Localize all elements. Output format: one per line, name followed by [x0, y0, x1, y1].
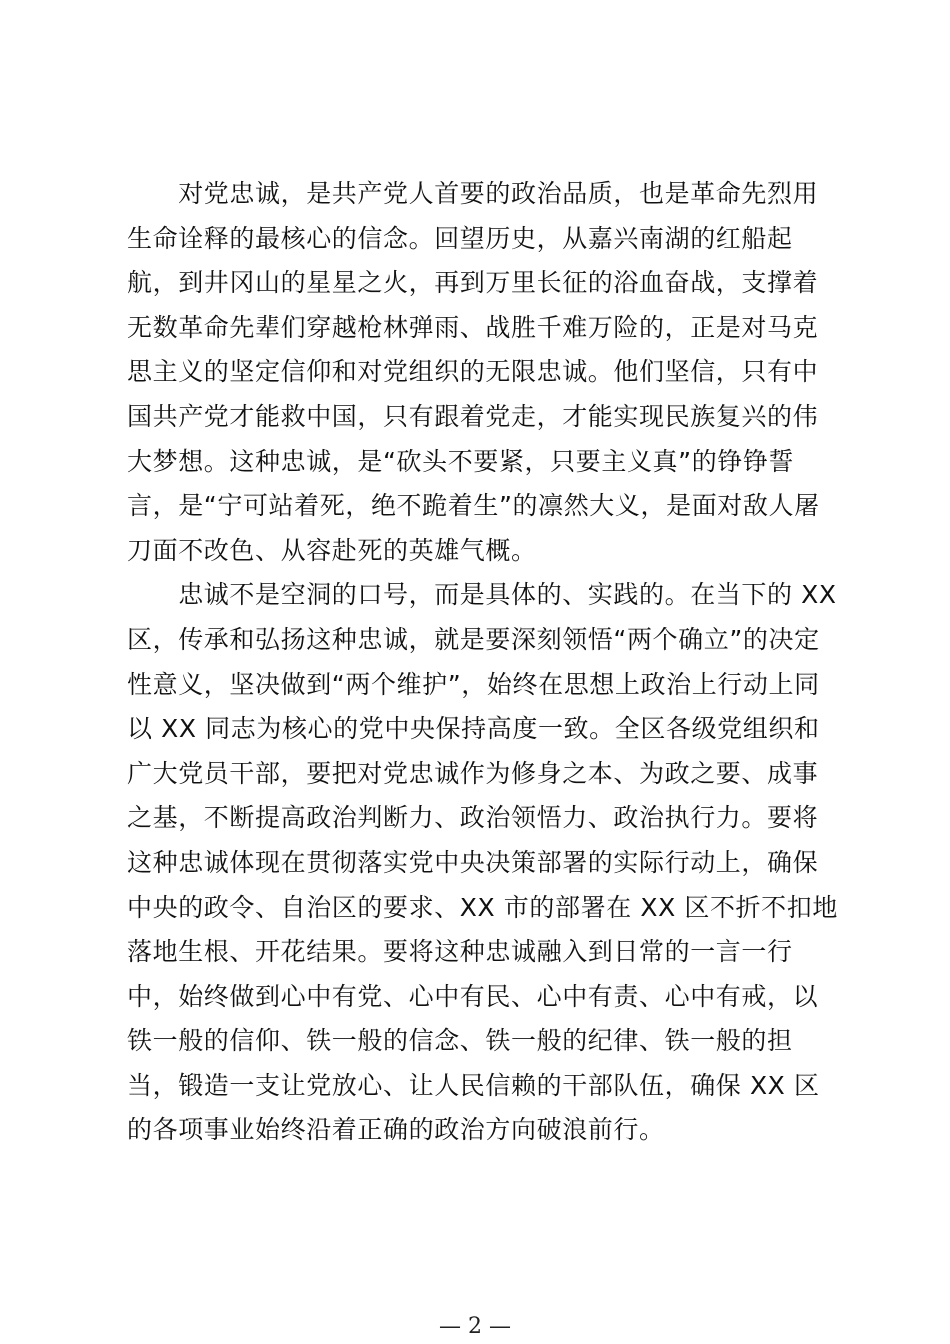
text-line: 生命诠释的最核心的信念。回望历史，从嘉兴南湖的红船起: [127, 223, 793, 253]
text-line: 当，锻造一支让党放心、让人民信赖的干部队伍，确保 XX 区: [127, 1070, 820, 1100]
text-line: 之基，不断提高政治判断力、政治领悟力、政治执行力。要将: [127, 803, 819, 833]
text-line: 性意义，坚决做到“两个维护”，始终在思想上政治上行动上同: [127, 669, 820, 699]
text-line: 思主义的坚定信仰和对党组织的无限忠诚。他们坚信，只有中: [127, 357, 819, 387]
text-line: 中央的政令、自治区的要求、XX 市的部署在 XX 区不折不扣地: [127, 892, 838, 922]
text-line: 刀面不改色、从容赴死的英雄气概。: [127, 535, 537, 565]
text-line: 国共产党才能救中国，只有跟着党走，才能实现民族复兴的伟: [127, 401, 819, 431]
text-line: 无数革命先辈们穿越枪林弹雨、战胜千难万险的，正是对马克: [127, 312, 819, 342]
text-line: 大梦想。这种忠诚，是“砍头不要紧，只要主义真”的铮铮誓: [127, 446, 795, 476]
text-line: 中，始终做到心中有党、心中有民、心中有责、心中有戒，以: [127, 981, 819, 1011]
text-line: 的各项事业始终沿着正确的政治方向破浪前行。: [127, 1115, 665, 1145]
text-line: 以 XX 同志为核心的党中央保持高度一致。全区各级党组织和: [127, 714, 820, 744]
text-line: 落地生根、开花结果。要将这种忠诚融入到日常的一言一行: [127, 937, 793, 967]
text-line: 航，到井冈山的星星之火，再到万里长征的浴血奋战，支撑着: [127, 268, 819, 298]
text-line: 这种忠诚体现在贯彻落实党中央决策部署的实际行动上，确保: [127, 847, 819, 877]
page-number: — 2 —: [439, 1314, 511, 1339]
text-line: 对党忠诚，是共产党人首要的政治品质，也是革命先烈用: [127, 179, 819, 208]
text-line: 广大党员干部，要把对党忠诚作为修身之本、为政之要、成事: [127, 758, 819, 788]
text-line: 区，传承和弘扬这种忠诚，就是要深刻领悟“两个确立”的决定: [127, 624, 820, 654]
text-line: 言，是“宁可站着死，绝不跪着生”的凛然大义，是面对敌人屠: [127, 491, 820, 521]
text-line: 铁一般的信仰、铁一般的信念、铁一般的纪律、铁一般的担: [127, 1026, 793, 1056]
text-line: 忠诚不是空洞的口号，而是具体的、实践的。在当下的 XX: [127, 580, 837, 610]
body-text: [127, 172, 838, 1153]
